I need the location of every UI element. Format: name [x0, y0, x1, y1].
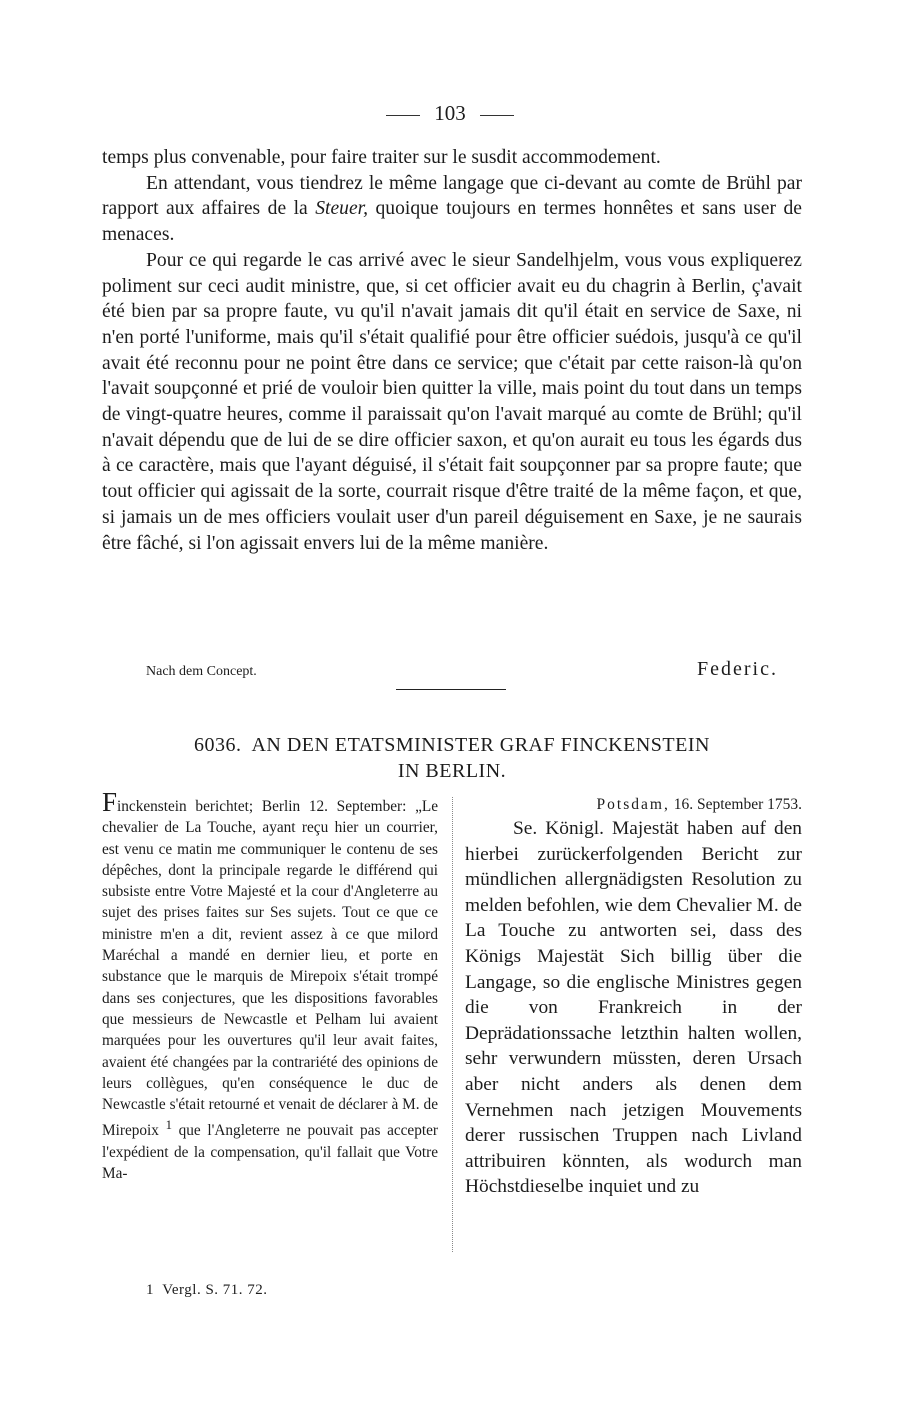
source-note: Nach dem Concept. [146, 664, 257, 679]
page-header [0, 98, 900, 128]
letter-body: Se. Königl. Majestät haben auf den hierbei zurückerfolgenden Bericht zur mündlichen allergnädigsten Resolution zu melden befohlen, wie dem Chevalier M. de La Touche zu antworten sei, dass des Königs Majestät Sich billig über die Langage, so die englische Ministres gegen die von Frankreich in der Deprädationssache letzthin halten wollen, sehr verwundern müssten, deren Ursach aber nicht anders als denen dem Vernehmen nach jetzigen Mouvements derer russischen Truppen nach Livland attribuiren könnten, als wodurch man Höchstdieselbe inquiet und zu [465, 818, 802, 1198]
left-column-summary [102, 787, 439, 1184]
header-rule-right [480, 115, 514, 116]
paragraph-2-start: En attendant, vous tiendrez le même langage que ci-devant au comte de Brühl par rapport aux affaires de la [102, 172, 802, 220]
signature-row [102, 658, 778, 686]
page-number: 103 [434, 101, 466, 125]
footnote-reference: 1 [165, 1118, 172, 1133]
section-title: AN DEN ETATSMINISTER GRAF FINCKENSTEIN [251, 734, 710, 756]
steuer-term: Steuer, [315, 198, 369, 220]
section-number: 6036. [194, 734, 242, 756]
dateline [465, 794, 802, 816]
header-rule-left [386, 115, 420, 116]
section-heading-line1 [102, 732, 802, 758]
dateline-place: Potsdam, [596, 796, 670, 813]
dateline-date: 16. September 1753. [673, 796, 802, 813]
signature: Federic. [697, 658, 778, 680]
section-heading [102, 732, 802, 784]
summary-text-cont: que l'Angleterre ne pouvait pas accepter l'expédient de la compensation, qu'il fallait que Votre Ma- [102, 1122, 439, 1183]
paragraph-3: Pour ce qui regarde le cas arrivé avec le sieur Sandelhjelm, vous vous expliquerez poliment sur ceci audit ministre, que, si cet officier avait eu du chagrin à Berlin, ç'avait été bien par sa propre faute, vu qu'il n'avait jamais dit qu'il était en service de Saxe, ni n'en porté l'uniforme, mais qu'il s'était qualifié pour être officier suédois, jusqu'à ce qu'il avait été reconnu pour ne point être dans ce service; que c'était par cette raison-là qu'on l'avait soupçonné et prié de vouloir bien quitter la ville, mais point du tout dans un temps de vingt-quatre heures, comme il paraissait qu'on l'avait marqué au comte de Brühl; qu'il n'avait dépendu que de lui de se dire officier saxon, et qu'on aurait eu tous les égards dus à ce caractère, mais que l'ayant déguisé, il s'était fait soupçonner par sa propre faute; que tout officier qui agissait de la sorte, courrait risque d'être traité de la même façon, et que, si jamais un de mes officiers voulait user d'un pareil déguisement en Saxe, je ne saurais être fâché, si l'on agissait envers lui de la même manière. [102, 249, 802, 554]
footnote-text: Vergl. S. 71. 72. [162, 1282, 268, 1298]
paragraph-1: temps plus convenable, pour faire traiter sur le susdit accommodement. [102, 147, 661, 168]
right-column-letter [465, 794, 802, 1200]
summary-text: inckenstein berichtet; Berlin 12. September: „Le chevalier de La Touche, ayant reçu hier un courrier, est venu ce matin me communiquer le contenu de ses dépêches, dont la principale regarde le différend qui subsiste entre Votre Majesté et la cour d'Angleterre au sujet des prises faites sur Ses sujets. Tout ce que ce ministre m'en a dit, revient assez à ce que milord Maréchal a mandé en dernier lieu, et porte en substance que le marquis de Mirepoix s'était trompé dans ses conjectures, que les dispositions favorables que messieurs de Newcastle et Pelham lui avaient marquées pour les ouvertures qu'il leur avait faites, avaient été changées par la contrariété des opinions de leurs collègues, qu'en conséquence le duc de Newcastle s'était retourné et venait de déclarer à M. de Mirepoix [102, 798, 438, 1140]
section-heading-line2: IN BERLIN. [397, 760, 507, 782]
footnote [146, 1282, 268, 1299]
paragraph-2-end: quoique toujours en termes honnêtes et sans user de menaces. [102, 198, 802, 246]
footnote-marker: 1 [146, 1282, 154, 1298]
section-divider [396, 689, 506, 690]
column-divider [452, 797, 453, 1252]
letter-continuation [102, 145, 802, 556]
drop-cap: F [102, 787, 118, 817]
paragraph-2 [102, 171, 802, 248]
